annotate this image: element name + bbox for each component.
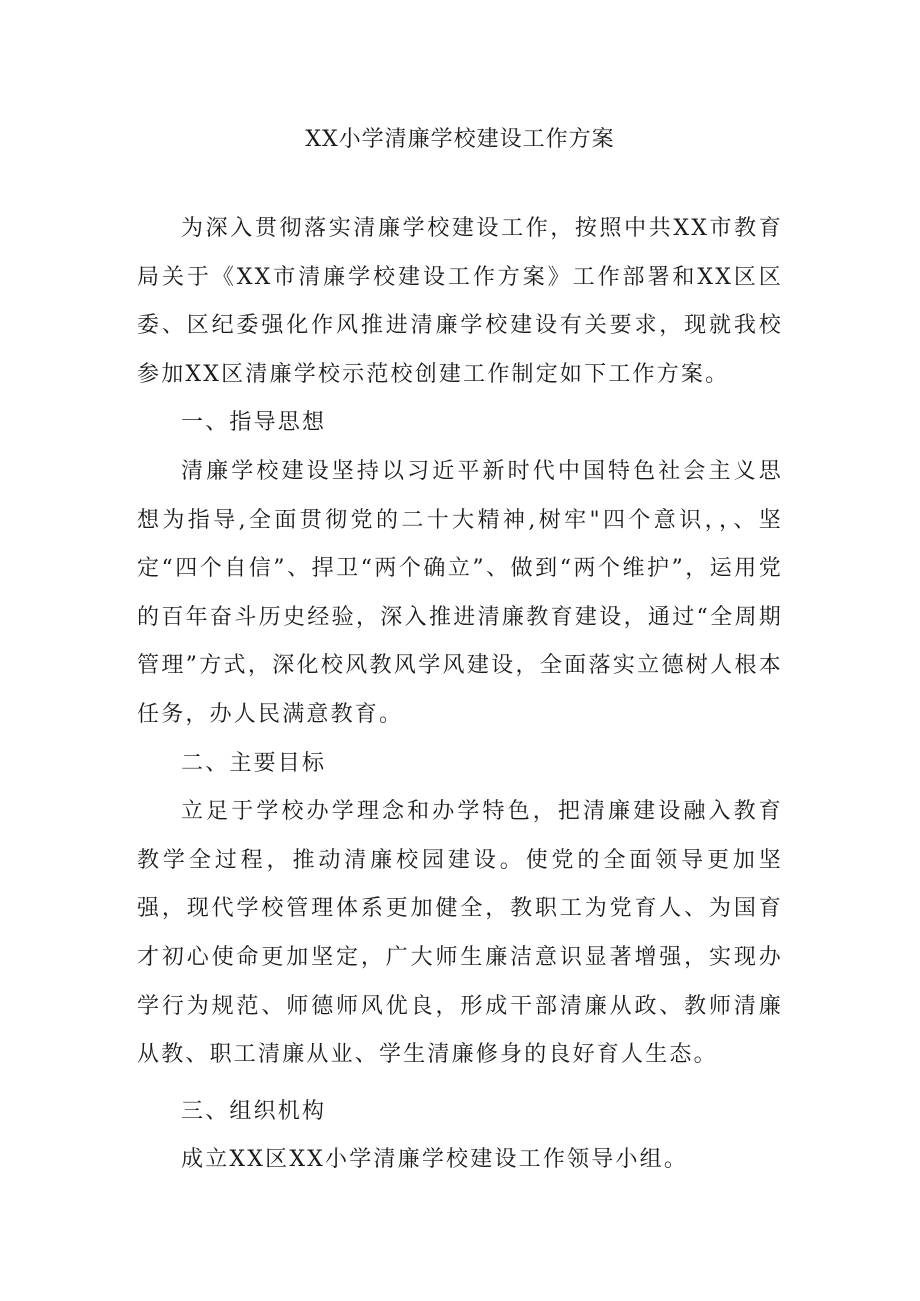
document-body <box>137 205 783 1185</box>
section-body-guiding-ideology: 清廉学校建设坚持以习近平新时代中国特色社会主义思想为指导,全面贯彻党的二十大精神,树牢"四个意识，，、坚定“四个自信”、捍卫“两个确立”、做到“两个维护”，运用党的百年奋斗历史经验，深入推进清廉教育建设，通过“全周期管理”方式，深化校风教风学风建设，全面落实立德树人根本任务，办人民满意教育。 <box>137 458 783 727</box>
intro-paragraph: 为深入贯彻落实清廉学校建设工作，按照中共XX市教育局关于《XX市清廉学校建设工作方案》工作部署和XX区区委、区纪委强化作风推进清廉学校建设有关要求，现就我校参加XX区清廉学校示范校创建工作制定如下工作方案。 <box>137 216 783 387</box>
section-body-organization: 成立XX区XX小学清廉学校建设工作领导小组。 <box>181 1147 689 1173</box>
paragraph-gap <box>137 1080 783 1088</box>
section-heading-main-goals: 二、主要目标 <box>181 750 327 776</box>
section-heading-organization: 三、组织机构 <box>181 1098 327 1124</box>
document-title: XX小学清廉学校建设工作方案 <box>305 127 615 152</box>
section-heading-guiding-ideology: 一、指导思想 <box>181 410 327 436</box>
section-body-main-goals: 立足于学校办学理念和办学特色，把清廉建设融入教育教学全过程，推动清廉校园建设。使党的全面领导更加坚强，现代学校管理体系更加健全，教职工为党育人、为国育才初心使命更加坚定，广大师生廉洁意识显著增强，实现办学行为规范、师德师风优良，形成干部清廉从政、教师清廉从教、职工清廉从业、学生清廉修身的良好育人生态。 <box>137 799 783 1068</box>
